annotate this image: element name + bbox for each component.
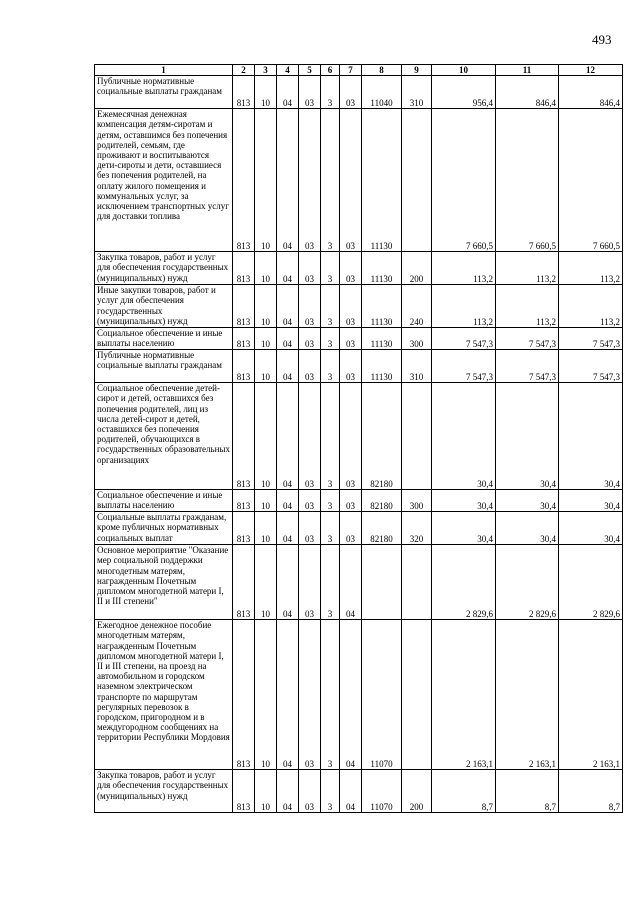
cell-c8: 11130 <box>362 328 402 350</box>
table-row <box>95 545 623 620</box>
cell-c12: 7 660,5 <box>559 109 623 252</box>
cell-c12: 2 163,1 <box>559 620 623 770</box>
cell-c8: 11130 <box>362 285 402 328</box>
cell-c10: 113,2 <box>432 285 496 328</box>
cell-c10: 7 547,3 <box>432 350 496 383</box>
cell-c12: 30,4 <box>559 490 623 512</box>
cell-c3: 10 <box>255 252 277 285</box>
row-name: Социальное обеспечение детей-сирот и детей, оставшихся без попечения родителей, лиц из числа детей-сирот и детей, оставшихся без попечения родителей, обучающихся в государственных образовательных организациях <box>95 383 233 490</box>
table-row <box>95 350 623 383</box>
cell-c4: 04 <box>277 490 299 512</box>
cell-c7: 03 <box>340 512 362 545</box>
cell-c11: 7 660,5 <box>496 109 559 252</box>
cell-c2: 813 <box>233 545 255 620</box>
cell-c6: 3 <box>321 76 340 109</box>
cell-c3: 10 <box>255 109 277 252</box>
table-row <box>95 76 623 109</box>
cell-c4: 04 <box>277 545 299 620</box>
cell-c5: 03 <box>299 285 321 328</box>
cell-c9 <box>402 383 432 490</box>
cell-c11: 2 829,6 <box>496 545 559 620</box>
cell-c8: 82180 <box>362 512 402 545</box>
cell-c8: 11130 <box>362 350 402 383</box>
cell-c5: 03 <box>299 490 321 512</box>
cell-c2: 813 <box>233 328 255 350</box>
cell-c5: 03 <box>299 252 321 285</box>
cell-c7: 03 <box>340 109 362 252</box>
cell-c9 <box>402 545 432 620</box>
cell-c12: 8,7 <box>559 770 623 813</box>
cell-c11: 7 547,3 <box>496 350 559 383</box>
cell-c12: 113,2 <box>559 252 623 285</box>
cell-c2: 813 <box>233 490 255 512</box>
cell-c9: 320 <box>402 512 432 545</box>
cell-c4: 04 <box>277 252 299 285</box>
cell-c2: 813 <box>233 76 255 109</box>
cell-c5: 03 <box>299 109 321 252</box>
cell-c11: 846,4 <box>496 76 559 109</box>
cell-c4: 04 <box>277 383 299 490</box>
table-row <box>95 490 623 512</box>
cell-c12: 113,2 <box>559 285 623 328</box>
column-header: 3 <box>255 65 277 76</box>
table-row <box>95 252 623 285</box>
cell-c2: 813 <box>233 512 255 545</box>
page-number: 493 <box>592 32 612 47</box>
cell-c5: 03 <box>299 76 321 109</box>
cell-c11: 8,7 <box>496 770 559 813</box>
cell-c7: 03 <box>340 328 362 350</box>
cell-c12: 7 547,3 <box>559 350 623 383</box>
table-row <box>95 512 623 545</box>
cell-c9: 200 <box>402 770 432 813</box>
cell-c10: 30,4 <box>432 383 496 490</box>
row-name: Публичные нормативные социальные выплаты гражданам <box>95 76 233 109</box>
cell-c7: 03 <box>340 350 362 383</box>
cell-c8: 82180 <box>362 490 402 512</box>
table-row <box>95 383 623 490</box>
cell-c5: 03 <box>299 383 321 490</box>
row-name: Ежемесячная денежная компенсация детям-сиротам и детям, оставшимся без попечения родителей, семьям, где проживают и воспитываются дети-сироты и дети, оставшиеся без попечения родителей, на оплату жилого помещения и коммунальных услуг, за исключением транспортных услуг для доставки топлива <box>95 109 233 252</box>
column-header: 1 <box>95 65 233 76</box>
header-row <box>95 65 623 76</box>
cell-c12: 846,4 <box>559 76 623 109</box>
cell-c10: 30,4 <box>432 490 496 512</box>
cell-c8: 11040 <box>362 76 402 109</box>
cell-c7: 03 <box>340 252 362 285</box>
cell-c11: 30,4 <box>496 512 559 545</box>
cell-c3: 10 <box>255 545 277 620</box>
cell-c4: 04 <box>277 76 299 109</box>
cell-c7: 03 <box>340 383 362 490</box>
cell-c4: 04 <box>277 770 299 813</box>
column-header: 2 <box>233 65 255 76</box>
cell-c11: 30,4 <box>496 383 559 490</box>
cell-c9: 240 <box>402 285 432 328</box>
cell-c2: 813 <box>233 383 255 490</box>
cell-c7: 04 <box>340 545 362 620</box>
cell-c2: 813 <box>233 350 255 383</box>
cell-c7: 04 <box>340 770 362 813</box>
cell-c6: 3 <box>321 545 340 620</box>
cell-c11: 30,4 <box>496 490 559 512</box>
cell-c5: 03 <box>299 770 321 813</box>
cell-c3: 10 <box>255 512 277 545</box>
cell-c4: 04 <box>277 109 299 252</box>
cell-c6: 3 <box>321 620 340 770</box>
budget-table <box>94 64 623 813</box>
cell-c6: 3 <box>321 383 340 490</box>
cell-c2: 813 <box>233 770 255 813</box>
column-header: 4 <box>277 65 299 76</box>
cell-c2: 813 <box>233 285 255 328</box>
cell-c11: 2 163,1 <box>496 620 559 770</box>
cell-c4: 04 <box>277 285 299 328</box>
cell-c3: 10 <box>255 383 277 490</box>
cell-c10: 8,7 <box>432 770 496 813</box>
cell-c2: 813 <box>233 252 255 285</box>
cell-c8: 11130 <box>362 252 402 285</box>
cell-c2: 813 <box>233 109 255 252</box>
cell-c9: 200 <box>402 252 432 285</box>
cell-c9: 310 <box>402 350 432 383</box>
cell-c7: 03 <box>340 490 362 512</box>
cell-c11: 7 547,3 <box>496 328 559 350</box>
cell-c8: 11070 <box>362 770 402 813</box>
column-header: 5 <box>299 65 321 76</box>
column-header: 9 <box>402 65 432 76</box>
row-name: Социальные выплаты гражданам, кроме публичных нормативных социальных выплат <box>95 512 233 545</box>
cell-c6: 3 <box>321 512 340 545</box>
cell-c7: 03 <box>340 285 362 328</box>
cell-c8 <box>362 545 402 620</box>
cell-c9 <box>402 109 432 252</box>
cell-c4: 04 <box>277 328 299 350</box>
cell-c5: 03 <box>299 350 321 383</box>
cell-c5: 03 <box>299 545 321 620</box>
cell-c11: 113,2 <box>496 285 559 328</box>
cell-c10: 2 163,1 <box>432 620 496 770</box>
column-header: 11 <box>496 65 559 76</box>
cell-c7: 03 <box>340 76 362 109</box>
table-row <box>95 109 623 252</box>
cell-c10: 7 547,3 <box>432 328 496 350</box>
cell-c8: 82180 <box>362 383 402 490</box>
cell-c6: 3 <box>321 109 340 252</box>
cell-c5: 03 <box>299 512 321 545</box>
cell-c9: 300 <box>402 490 432 512</box>
cell-c6: 3 <box>321 350 340 383</box>
row-name: Публичные нормативные социальные выплаты гражданам <box>95 350 233 383</box>
cell-c3: 10 <box>255 285 277 328</box>
row-name: Ежегодное денежное пособие многодетным матерям, награжденным Почетным дипломом многодетной матери I, II и III степени, на проезд на автомобильном и городском наземном электрическом транспорте по маршрутам регулярных перевозок в городском, пригородном и в междугородном сообщениях на территории Республики Мордовия <box>95 620 233 770</box>
row-name: Закупка товаров, работ и услуг для обеспечения государственных (муниципальных) нужд <box>95 770 233 813</box>
cell-c10: 7 660,5 <box>432 109 496 252</box>
cell-c11: 113,2 <box>496 252 559 285</box>
cell-c8: 11130 <box>362 109 402 252</box>
row-name: Иные закупки товаров, работ и услуг для обеспечения государственных (муниципальных) нужд <box>95 285 233 328</box>
cell-c8: 11070 <box>362 620 402 770</box>
cell-c3: 10 <box>255 620 277 770</box>
cell-c3: 10 <box>255 490 277 512</box>
cell-c9: 310 <box>402 76 432 109</box>
cell-c10: 956,4 <box>432 76 496 109</box>
cell-c6: 3 <box>321 490 340 512</box>
row-name: Основное мероприятие "Оказание мер социальной поддержки многодетным матерям, награжденным Почетным дипломом многодетной матери I, II и III степени" <box>95 545 233 620</box>
row-name: Социальное обеспечение и иные выплаты населению <box>95 328 233 350</box>
row-name: Социальное обеспечение и иные выплаты населению <box>95 490 233 512</box>
cell-c6: 3 <box>321 252 340 285</box>
cell-c5: 03 <box>299 620 321 770</box>
cell-c10: 30,4 <box>432 512 496 545</box>
cell-c12: 2 829,6 <box>559 545 623 620</box>
cell-c12: 30,4 <box>559 383 623 490</box>
row-name: Закупка товаров, работ и услуг для обеспечения государственных (муниципальных) нужд <box>95 252 233 285</box>
cell-c3: 10 <box>255 350 277 383</box>
table-row <box>95 770 623 813</box>
table-row <box>95 328 623 350</box>
cell-c7: 04 <box>340 620 362 770</box>
cell-c10: 2 829,6 <box>432 545 496 620</box>
cell-c9: 300 <box>402 328 432 350</box>
cell-c12: 30,4 <box>559 512 623 545</box>
cell-c3: 10 <box>255 770 277 813</box>
cell-c4: 04 <box>277 512 299 545</box>
column-header: 12 <box>559 65 623 76</box>
table-row <box>95 285 623 328</box>
cell-c12: 7 547,3 <box>559 328 623 350</box>
column-header: 10 <box>432 65 496 76</box>
cell-c3: 10 <box>255 76 277 109</box>
cell-c10: 113,2 <box>432 252 496 285</box>
column-header: 7 <box>340 65 362 76</box>
cell-c9 <box>402 620 432 770</box>
cell-c6: 3 <box>321 285 340 328</box>
cell-c5: 03 <box>299 328 321 350</box>
cell-c4: 04 <box>277 620 299 770</box>
cell-c3: 10 <box>255 328 277 350</box>
cell-c4: 04 <box>277 350 299 383</box>
cell-c6: 3 <box>321 328 340 350</box>
cell-c2: 813 <box>233 620 255 770</box>
column-header: 6 <box>321 65 340 76</box>
cell-c6: 3 <box>321 770 340 813</box>
column-header: 8 <box>362 65 402 76</box>
table-row <box>95 620 623 770</box>
